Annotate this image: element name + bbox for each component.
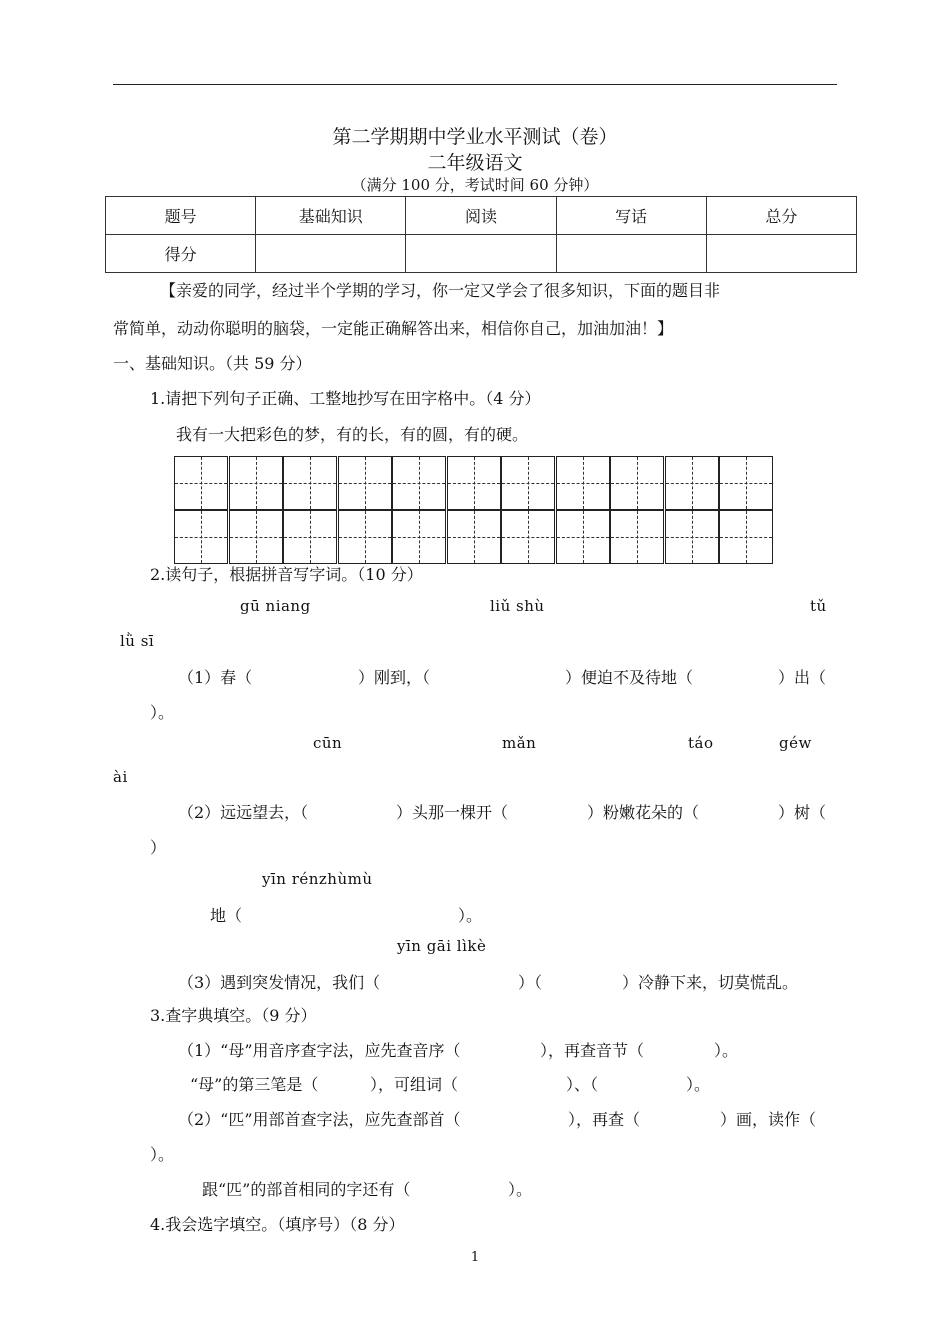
exam-info: （满分 100 分，考试时间 60 分钟） <box>351 176 599 194</box>
pinyin-yingai-like: yīn gāi lìkè <box>397 937 487 955</box>
score-input-cell[interactable] <box>406 235 556 273</box>
grid-cell[interactable] <box>610 456 664 510</box>
question-3-text: ），再查（ <box>568 1110 641 1129</box>
sentence-3-part: ）（ <box>518 973 543 992</box>
question-2-prompt: 2.读句子，根据拼音写字词。（10 分） <box>150 565 423 584</box>
sentence-3-part: ）冷静下来，切莫慌乱。 <box>622 973 799 992</box>
sentence-1-part: ）便迫不及待地（ <box>565 668 694 687</box>
pinyin-gew: géw <box>779 734 812 752</box>
exam-title: 第二学期期中学业水平测试（卷） <box>332 126 618 148</box>
grid-cell[interactable] <box>283 456 337 510</box>
question-3-text: ）、（ <box>566 1075 599 1094</box>
grid-cell[interactable] <box>447 456 501 510</box>
sentence-2-part: （2）远远望去，（ <box>178 803 309 822</box>
question-3-text: ）。 <box>150 1145 175 1164</box>
grid-cell[interactable] <box>610 510 664 564</box>
grid-cell[interactable] <box>665 456 719 510</box>
table-header-cell: 阅读 <box>406 197 556 235</box>
pinyin-lusi: lǜ sī <box>120 632 155 650</box>
header-rule <box>113 84 837 85</box>
table-header-cell: 写话 <box>556 197 706 235</box>
grid-cell[interactable] <box>719 456 773 510</box>
sentence-2-part: ）树（ <box>778 803 827 822</box>
exam-subtitle: 二年级语文 <box>427 152 523 174</box>
score-input-cell[interactable] <box>256 235 406 273</box>
sentence-2-part: ） <box>150 838 167 857</box>
pinyin-yinrenzhumu: yīn rénzhùmù <box>262 870 373 888</box>
pinyin-liushu: liǔ shù <box>490 597 545 615</box>
sentence-2-part: ）头那一棵开（ <box>396 803 509 822</box>
sentence-1-part: ）出（ <box>778 668 827 687</box>
table-row-label: 得分 <box>106 235 256 273</box>
question-3-text: ），再查音节（ <box>540 1041 645 1060</box>
pinyin-cun: cūn <box>313 734 343 752</box>
pinyin-guniang: gū niang <box>240 597 311 615</box>
page-number: 1 <box>470 1250 480 1265</box>
grid-cell[interactable] <box>556 456 610 510</box>
grid-cell[interactable] <box>338 456 392 510</box>
grid-cell[interactable] <box>229 510 283 564</box>
grid-cell[interactable] <box>283 510 337 564</box>
table-header-cell: 基础知识 <box>256 197 406 235</box>
grid-cell[interactable] <box>556 510 610 564</box>
sentence-1-part: （1）春（ <box>178 668 253 687</box>
pinyin-man: mǎn <box>502 734 537 752</box>
table-row <box>106 197 857 235</box>
question-3-text: （2）“匹”用部首查字法，应先查部首（ <box>178 1110 461 1129</box>
question-3-text: ）。 <box>714 1041 739 1060</box>
sentence-2-part: ）粉嫩花朵的（ <box>587 803 700 822</box>
question-3-text: “母”的第三笔是（ <box>190 1075 319 1094</box>
tianzige-grid-row-2[interactable] <box>174 510 774 564</box>
sentence-1-part: ）刚到，（ <box>358 668 431 687</box>
grid-cell[interactable] <box>229 456 283 510</box>
sentence-2-part: ）。 <box>458 906 483 925</box>
pinyin-tu: tǔ <box>810 597 827 615</box>
grid-cell[interactable] <box>174 456 228 510</box>
question-4-prompt: 4.我会选字填空。（填序号）（8 分） <box>150 1215 405 1234</box>
score-table <box>105 196 857 273</box>
grid-cell[interactable] <box>392 456 446 510</box>
table-header-cell: 题号 <box>106 197 256 235</box>
grid-cell[interactable] <box>174 510 228 564</box>
score-input-cell[interactable] <box>556 235 706 273</box>
pinyin-ai: ài <box>113 768 128 786</box>
question-3-text: （1）“母”用音序查字法，应先查音序（ <box>178 1041 461 1060</box>
grid-cell[interactable] <box>338 510 392 564</box>
question-3-text: 跟“匹”的部首相同的字还有（ <box>202 1180 411 1199</box>
tianzige-grid-row-1[interactable] <box>174 456 774 510</box>
sentence-2-part: 地（ <box>210 906 243 925</box>
grid-cell[interactable] <box>392 510 446 564</box>
table-header-cell: 总分 <box>706 197 856 235</box>
question-1-sentence: 我有一大把彩色的梦，有的长，有的圆，有的硬。 <box>176 425 529 444</box>
sentence-3-part: （3）遇到突发情况，我们（ <box>178 973 381 992</box>
grid-cell[interactable] <box>447 510 501 564</box>
intro-line-1: 【亲爱的同学，经过半个学期的学习，你一定又学会了很多知识，下面的题目非 <box>160 281 721 300</box>
section-heading: 一、基础知识。（共 59 分） <box>113 354 312 373</box>
question-3-text: ），可组词（ <box>370 1075 459 1094</box>
question-3-text: ）。 <box>508 1180 533 1199</box>
score-input-cell[interactable] <box>706 235 856 273</box>
pinyin-tao: táo <box>688 734 714 752</box>
sentence-1-part: ）。 <box>150 703 175 722</box>
intro-line-2: 常简单，动动你聪明的脑袋，一定能正确解答出来，相信你自己，加油加油！】 <box>113 319 674 338</box>
grid-cell[interactable] <box>501 456 555 510</box>
grid-cell[interactable] <box>665 510 719 564</box>
grid-cell[interactable] <box>501 510 555 564</box>
question-3-text: ）。 <box>686 1075 711 1094</box>
grid-cell[interactable] <box>719 510 773 564</box>
question-1-prompt: 1.请把下列句子正确、工整地抄写在田字格中。（4 分） <box>150 389 541 408</box>
question-3-prompt: 3.查字典填空。（9 分） <box>150 1006 317 1025</box>
table-row <box>106 235 857 273</box>
question-3-text: ）画，读作（ <box>720 1110 817 1129</box>
